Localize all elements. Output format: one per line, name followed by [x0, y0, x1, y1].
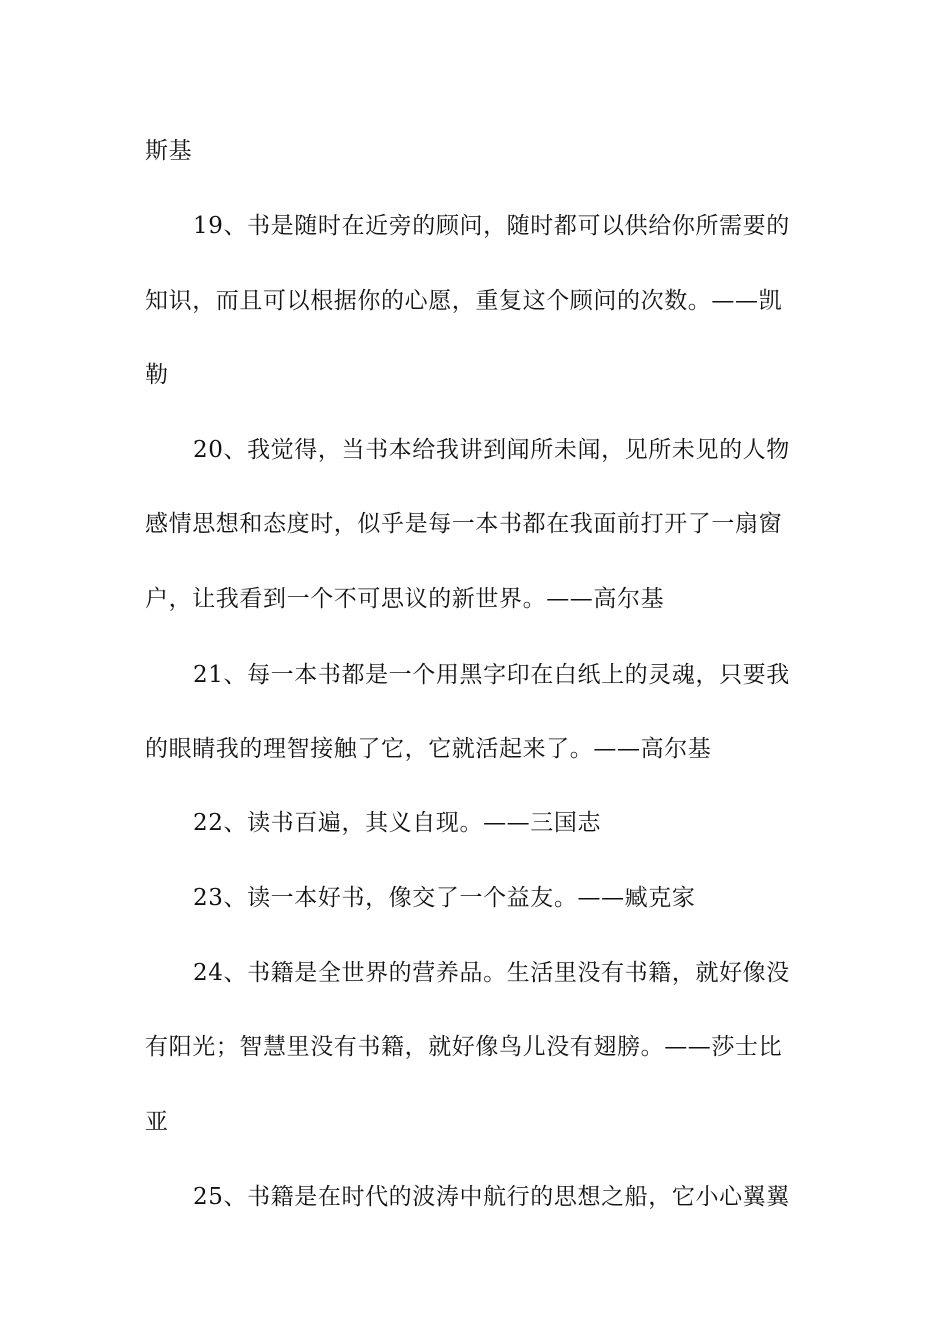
quote-19-line-2: 知识，而且可以根据你的心愿，重复这个顾问的次数。——凯	[145, 288, 783, 314]
quote-22: 22、读书百遍，其义自现。——三国志	[193, 810, 602, 836]
quote-21-line-2: 的眼睛我的理智接触了它，它就活起来了。——高尔基	[145, 736, 712, 762]
quote-19-line-3: 勒	[145, 362, 169, 388]
quote-23: 23、读一本好书，像交了一个益友。——臧克家	[193, 885, 696, 911]
text-line: 斯基	[145, 138, 193, 164]
quote-20-line-3: 户，让我看到一个不可思议的新世界。——高尔基	[145, 586, 665, 612]
quote-24-line-3: 亚	[145, 1109, 169, 1135]
quote-19-line-1: 19、书是随时在近旁的顾问，随时都可以供给你所需要的	[193, 213, 790, 239]
quote-20-line-1: 20、我觉得，当书本给我讲到闻所未闻，见所未见的人物	[193, 437, 790, 463]
quote-25-line-1: 25、书籍是在时代的波涛中航行的思想之船，它小心翼翼	[193, 1184, 790, 1210]
quote-24-line-2: 有阳光；智慧里没有书籍，就好像鸟儿没有翅膀。——莎士比	[145, 1034, 783, 1060]
quote-20-line-2: 感情思想和态度时，似乎是每一本书都在我面前打开了一扇窗	[145, 511, 783, 537]
quote-24-line-1: 24、书籍是全世界的营养品。生活里没有书籍，就好像没	[193, 960, 790, 986]
quote-21-line-1: 21、每一本书都是一个用黑字印在白纸上的灵魂，只要我	[193, 662, 790, 688]
